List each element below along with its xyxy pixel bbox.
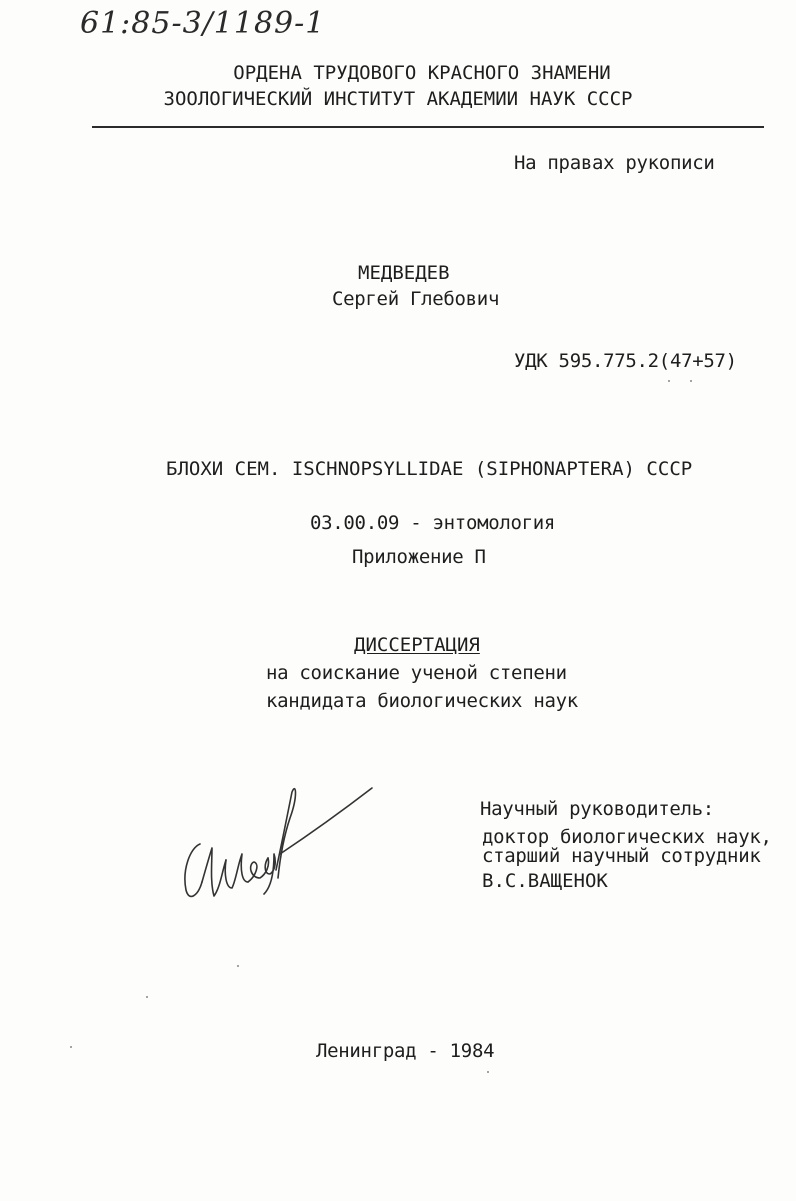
header-line-1: ОРДЕНА ТРУДОВОГО КРАСНОГО ЗНАМЕНИ — [233, 62, 611, 84]
supervisor-degree: доктор биологических наук, — [482, 826, 772, 848]
degree-purpose-line-2: кандидата биологических наук — [266, 690, 578, 712]
udc-code: УДК 595.775.2(47+57) — [514, 350, 737, 372]
header-line-2: ЗООЛОГИЧЕСКИЙ ИНСТИТУТ АКАДЕМИИ НАУК СССР — [163, 88, 633, 110]
author-signature — [176, 778, 376, 908]
dissertation-label: ДИССЕРТАЦИЯ — [354, 634, 480, 656]
rights-note: На правах рукописи — [514, 152, 715, 174]
header-divider — [92, 126, 764, 128]
archive-code: 61:85-3/1189-1 — [80, 6, 326, 41]
place-and-year: Ленинград - 1984 — [316, 1040, 495, 1062]
scan-speck — [668, 380, 670, 382]
specialty: 03.00.09 - энтомология — [310, 512, 556, 534]
scan-speck — [146, 996, 148, 998]
dissertation-title: БЛОХИ СЕМ. ISCHNOPSYLLIDAE (SIPHONAPTERA) СССР — [166, 458, 693, 480]
degree-purpose-line-1: на соискание ученой степени — [266, 662, 567, 684]
scan-speck — [487, 1071, 489, 1073]
author-given-names: Сергей Глебович — [332, 288, 500, 310]
supervisor-label: Научный руководитель: — [480, 798, 714, 820]
scan-speck — [237, 965, 239, 967]
supervisor-name: В.С.ВАЩЕНОК — [482, 870, 608, 892]
scan-speck — [70, 1046, 72, 1048]
supervisor-position: старший научный сотрудник — [482, 845, 761, 867]
scan-speck — [690, 380, 692, 382]
appendix-label: Приложение П — [352, 546, 486, 568]
author-surname: МЕДВЕДЕВ — [358, 262, 450, 284]
